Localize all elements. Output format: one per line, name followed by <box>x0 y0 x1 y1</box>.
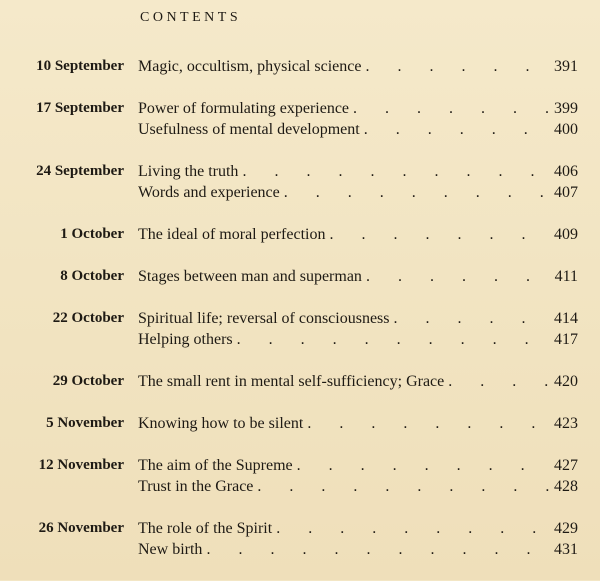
contents-entry[interactable] <box>0 56 600 77</box>
entry-date: 5 November <box>46 415 124 431</box>
entry-date: 26 November <box>38 520 124 536</box>
entry-date: 29 October <box>52 373 124 389</box>
entry-page-number: 391 <box>554 58 578 75</box>
entry-title: Stages between man and superman . <box>138 266 550 287</box>
entry-page-number: 400 <box>554 121 578 138</box>
entry-page-number: 407 <box>554 184 578 201</box>
contents-group <box>0 371 600 392</box>
entry-page-number: 427 <box>554 457 578 474</box>
entry-title: New birth . <box>138 539 550 560</box>
entry-title: The role of the Spirit . <box>138 518 550 539</box>
contents-entry[interactable] <box>0 371 600 392</box>
contents-group <box>0 56 600 77</box>
contents-group <box>0 455 600 497</box>
entry-page-number: 411 <box>554 268 578 285</box>
page-title: CONTENTS <box>140 10 242 25</box>
contents-group <box>0 518 600 560</box>
contents-list <box>0 56 600 581</box>
entry-date: 8 October <box>60 268 124 284</box>
contents-entry[interactable] <box>0 266 600 287</box>
contents-entry[interactable] <box>0 476 600 497</box>
entry-title: Usefulness of mental development . <box>138 119 550 140</box>
entry-date: 17 September <box>36 100 124 116</box>
entry-title: Power of formulating experience . <box>138 98 550 119</box>
entry-date: 22 October <box>52 310 124 326</box>
contents-group <box>0 224 600 245</box>
contents-entry[interactable] <box>0 119 600 140</box>
contents-group <box>0 98 600 140</box>
contents-group <box>0 161 600 203</box>
contents-entry[interactable] <box>0 98 600 119</box>
entry-title: Trust in the Grace . <box>138 476 550 497</box>
entry-title: Helping others . <box>138 329 550 350</box>
entry-title: Magic, occultism, physical science . <box>138 56 550 77</box>
entry-page-number: 420 <box>554 373 578 390</box>
contents-group <box>0 308 600 350</box>
entry-date: 1 October <box>60 226 124 242</box>
entry-page-number: 399 <box>554 100 578 117</box>
contents-entry[interactable] <box>0 308 600 329</box>
entry-date: 24 September <box>36 163 124 179</box>
entry-title: The aim of the Supreme . <box>138 455 550 476</box>
entry-page-number: 406 <box>554 163 578 180</box>
contents-entry[interactable] <box>0 329 600 350</box>
contents-entry[interactable] <box>0 161 600 182</box>
entry-page-number: 431 <box>554 541 578 558</box>
contents-entry[interactable] <box>0 182 600 203</box>
entry-page-number: 423 <box>554 415 578 432</box>
entry-title: Knowing how to be silent . <box>138 413 550 434</box>
contents-entry[interactable] <box>0 518 600 539</box>
entry-title: The ideal of moral perfection . <box>138 224 550 245</box>
contents-entry[interactable] <box>0 224 600 245</box>
contents-entry[interactable] <box>0 455 600 476</box>
contents-entry[interactable] <box>0 413 600 434</box>
entry-title: Living the truth . <box>138 161 550 182</box>
entry-date: 12 November <box>38 457 124 473</box>
entry-page-number: 409 <box>554 226 578 243</box>
entry-page-number: 428 <box>554 478 578 495</box>
contents-group <box>0 266 600 287</box>
contents-entry[interactable] <box>0 539 600 560</box>
entry-title: Spiritual life; reversal of consciousness . <box>138 308 550 329</box>
entry-page-number: 417 <box>554 331 578 348</box>
entry-date: 10 September <box>36 58 124 74</box>
entry-title: Words and experience . <box>138 182 550 203</box>
entry-page-number: 429 <box>554 520 578 537</box>
contents-group <box>0 413 600 434</box>
entry-title: The small rent in mental self-sufficiency; Grace . <box>138 371 550 392</box>
entry-page-number: 414 <box>554 310 578 327</box>
